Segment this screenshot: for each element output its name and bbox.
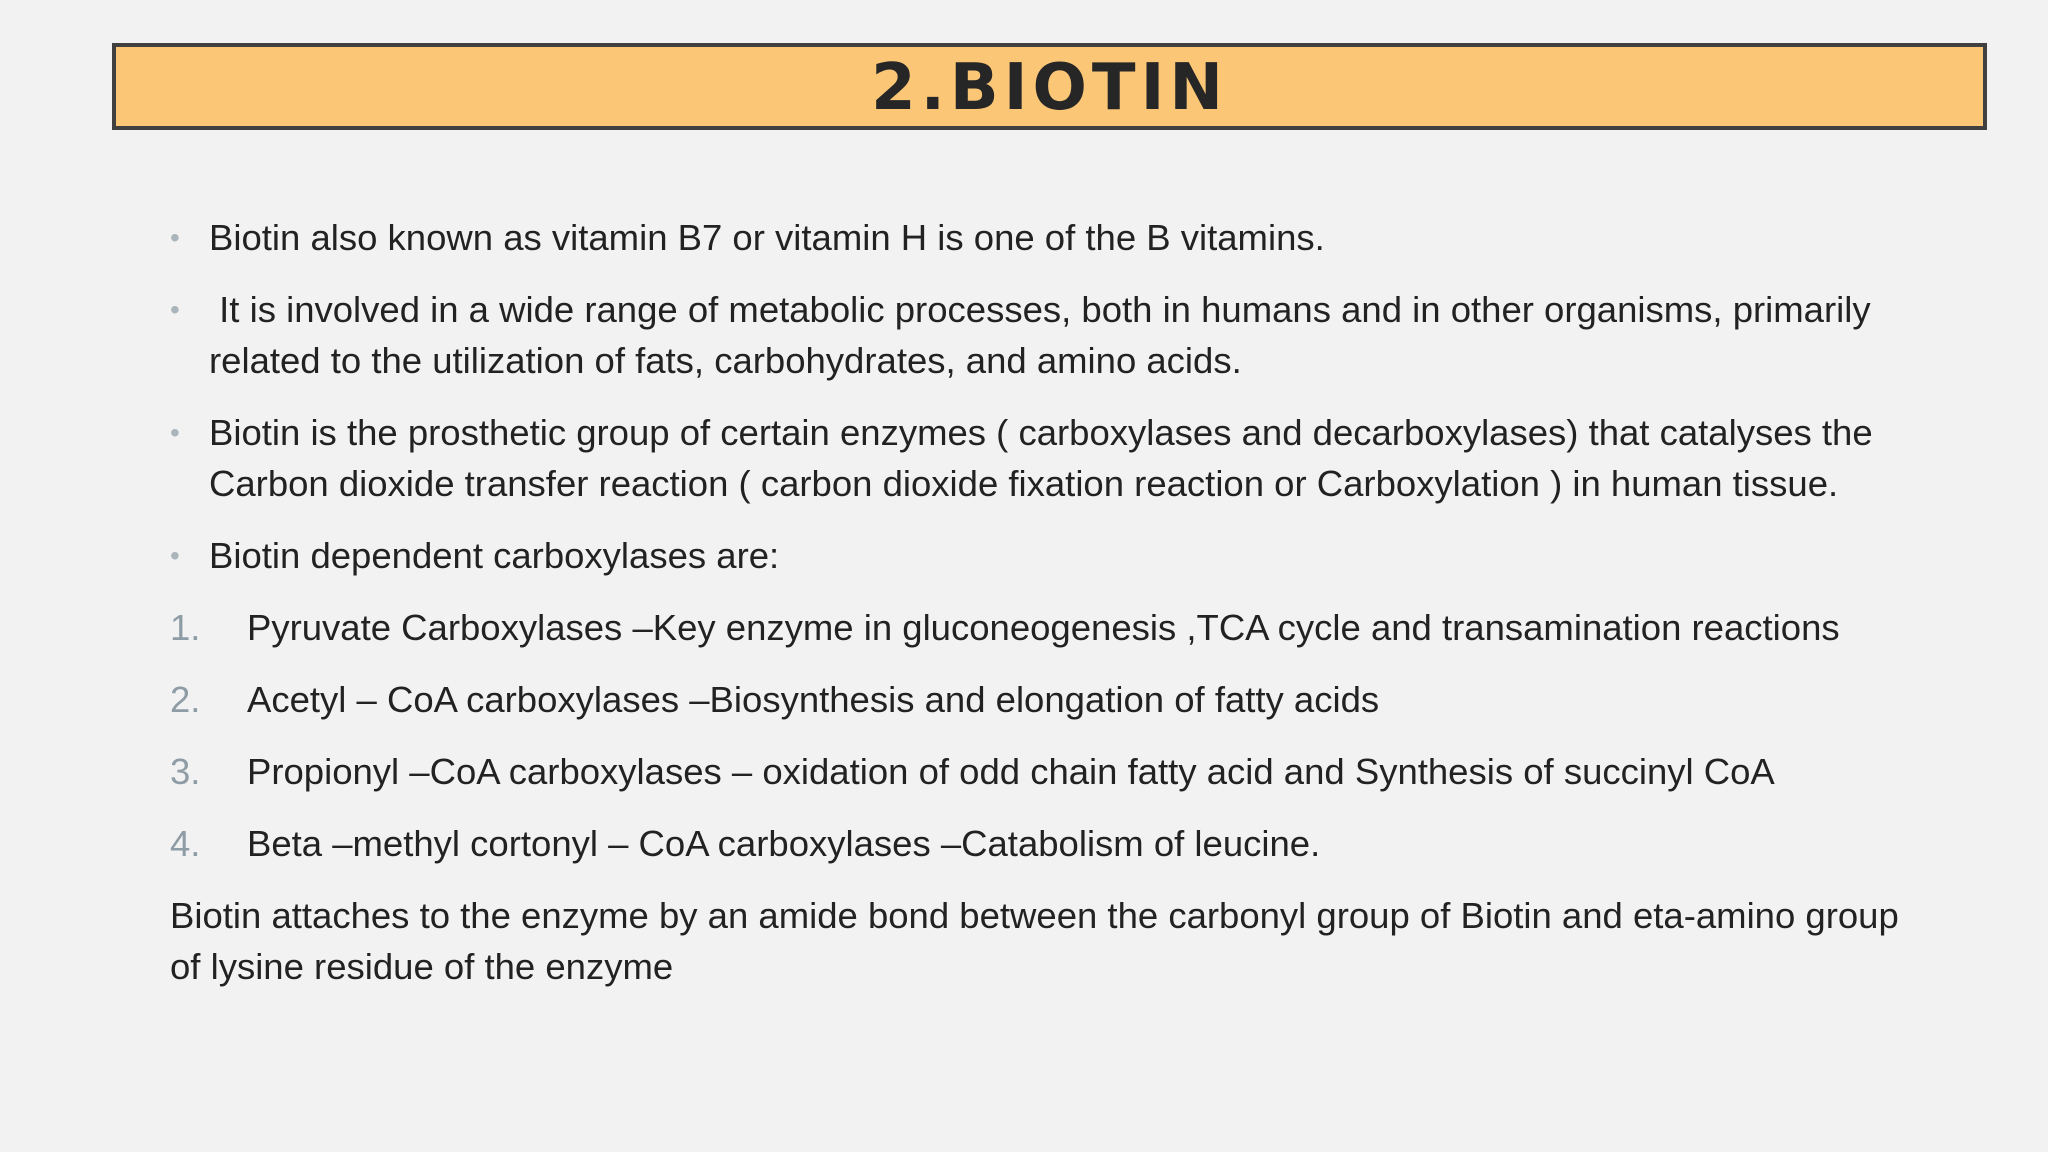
bullet-marker: • [170,294,180,325]
bullet-text: It is involved in a wide range of metabolic processes, both in humans and in other organisms, primarily related to the utilization of fats, carbohydrates, and amino acids. [209,289,1881,381]
bullet-text: Biotin is the prosthetic group of certain enzymes ( carboxylases and decarboxylases) that catalyses the Carbon dioxide transfer reaction ( carbon dioxide fixation reaction or Carboxylation ) in human tissue. [209,412,1873,504]
title-banner [112,43,1987,130]
bullet-marker: • [170,417,180,448]
numbered-text: Acetyl – CoA carboxylases –Biosynthesis and elongation of fatty acids [247,679,1380,720]
number-marker: 1. [170,607,201,648]
number-marker: 4. [170,823,201,864]
number-marker: 3. [170,751,201,792]
numbered-item [170,818,1930,869]
numbered-item [170,674,1930,725]
slide-body [170,212,1930,992]
bullet-marker: • [170,540,180,571]
slide-title: 2.BIOTIN [871,50,1228,125]
numbered-text: Propionyl –CoA carboxylases – oxidation of odd chain fatty acid and Synthesis of succinyl CoA [247,751,1775,792]
numbered-text: Beta –methyl cortonyl – CoA carboxylases –Catabolism of leucine. [247,823,1321,864]
bullet-marker: • [170,222,180,253]
bullet-text: Biotin dependent carboxylases are: [209,535,780,576]
bullet-item [170,530,1930,581]
bullet-item [170,407,1930,509]
bullet-text: Biotin also known as vitamin B7 or vitamin H is one of the B vitamins. [209,217,1325,258]
bullet-item [170,212,1930,263]
bullet-item [170,284,1930,386]
numbered-text: Pyruvate Carboxylases –Key enzyme in gluconeogenesis ,TCA cycle and transamination reactions [247,607,1840,648]
number-marker: 2. [170,679,201,720]
numbered-item [170,602,1930,653]
numbered-item [170,746,1930,797]
closing-paragraph: Biotin attaches to the enzyme by an amide bond between the carbonyl group of Biotin and eta-amino group of lysine residue of the enzyme [170,895,1899,987]
